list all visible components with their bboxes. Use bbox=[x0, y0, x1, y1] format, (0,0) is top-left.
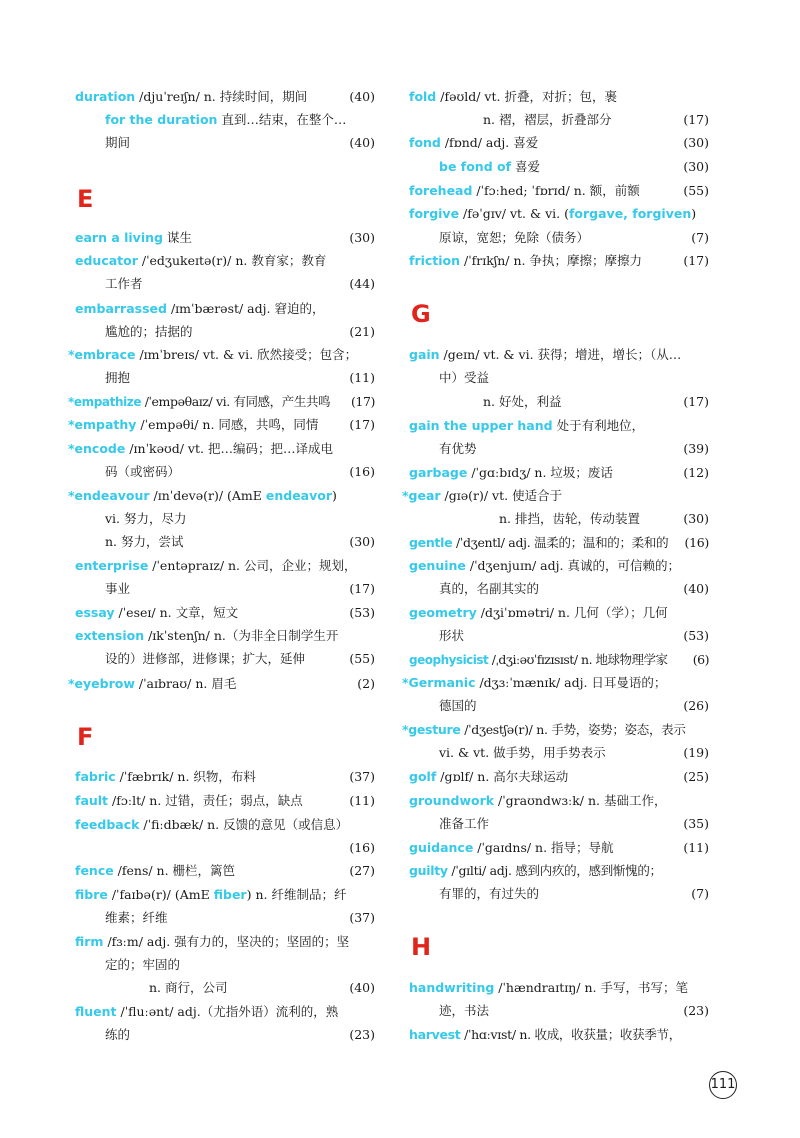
entry-continuation: 真的，名副其实的 (40) bbox=[439, 581, 709, 596]
entry-fluent: fluent /ˈfluːənt/ adj.（尤指外语）流利的，熟 bbox=[75, 1004, 339, 1019]
entry-continuation: 练的 (23) bbox=[105, 1027, 375, 1042]
entry-friction: friction /ˈfrɪkʃn/ n. 争执；摩擦；摩擦力 (17) bbox=[409, 253, 709, 268]
entry-continuation: 原谅，宽恕；免除（债务） (7) bbox=[439, 230, 709, 245]
entry-essay: essay /ˈeseɪ/ n. 文章，短文 (53) bbox=[75, 605, 375, 620]
entry-forgive: forgive /fəˈgɪv/ vt. & vi. (forgave, forgiven) bbox=[409, 206, 697, 221]
entry-earn-a-living: earn a living 谋生 (30) bbox=[75, 230, 375, 245]
entry-continuation: 设的）进修部，进修课；扩大，延伸 (55) bbox=[105, 651, 375, 666]
entry-gain: gain /geɪn/ vt. & vi. 获得；增进，增长；（从… bbox=[409, 347, 682, 362]
entry-continuation: n. 好处，利益 (17) bbox=[483, 394, 709, 409]
entry-firm: firm /fɜːm/ adj. 强有力的，坚决的；坚固的；坚 bbox=[75, 934, 350, 949]
entry-continuation: 事业 (17) bbox=[105, 581, 375, 596]
entry-continuation: 德国的 (26) bbox=[439, 698, 709, 713]
entry-fold: fold /fəʊld/ vt. 折叠，对折；包，裹 bbox=[409, 89, 617, 104]
entry-guilty: guilty /ˈgɪlti/ adj. 感到内疚的，感到惭愧的； bbox=[409, 863, 662, 878]
entry-geophysicist: geophysicist /ˌdʒiːəʊˈfɪzɪsɪst/ n. 地球物理学家 (6) bbox=[409, 652, 709, 667]
entry-be-fond-of: be fond of 喜爱 (30) bbox=[439, 159, 709, 174]
entry-groundwork: groundwork /ˈgraʊndwɜːk/ n. 基础工作， bbox=[409, 793, 667, 808]
entry-feedback: feedback /ˈfiːdbæk/ n. 反馈的意见（或信息） bbox=[75, 817, 349, 832]
entry-fond: fond /fɒnd/ adj. 喜爱 (30) bbox=[409, 135, 709, 150]
entry-golf: golf /gɒlf/ n. 高尔夫球运动 (25) bbox=[409, 769, 709, 784]
entry-gear: *gear /gɪə(r)/ vt. 使适合于 bbox=[402, 488, 563, 503]
entry-empathy: *empathy /ˈempəθi/ n. 同感，共鸣，同情 (17) bbox=[68, 417, 375, 432]
entry-educator: educator /ˈedʒukeɪtə(r)/ n. 教育家；教育 bbox=[75, 253, 327, 268]
entry-fault: fault /fɔːlt/ n. 过错，责任；弱点，缺点 (11) bbox=[75, 793, 375, 808]
entry-extension: extension /ɪkˈstenʃn/ n.（为非全日制学生开 bbox=[75, 628, 339, 643]
entry-handwriting: handwriting /ˈhændraɪtɪŋ/ n. 手写，书写；笔 bbox=[409, 980, 688, 995]
entry-fence: fence /fens/ n. 栅栏，篱笆 (27) bbox=[75, 863, 375, 878]
entry-continuation: 形状 (53) bbox=[439, 628, 709, 643]
entry-endeavour: *endeavour /ɪnˈdevə(r)/ (AmE endeavor) bbox=[68, 488, 337, 503]
entry-fibre: fibre /ˈfaɪbə(r)/ (AmE fiber) n. 纤维制品；纤 bbox=[75, 887, 347, 902]
entry-genuine: genuine /ˈdʒenjuɪn/ adj. 真诚的，可信赖的； bbox=[409, 558, 680, 573]
entry-enterprise: enterprise /ˈentəpraɪz/ n. 公司，企业；规划， bbox=[75, 558, 357, 573]
entry-continuation: vi. & vt. 做手势，用手势表示 (19) bbox=[439, 745, 709, 760]
page-number: 111 bbox=[709, 1071, 737, 1099]
section-heading-f: F bbox=[77, 723, 94, 751]
entry-continuation: 维素；纤维 (37) bbox=[105, 910, 375, 925]
entry-guidance: guidance /ˈgaɪdns/ n. 指导；导航 (11) bbox=[409, 840, 709, 855]
entry-continuation: n. 商行，公司 (40) bbox=[149, 980, 375, 995]
entry-forehead: forehead /ˈfɔːhed; ˈfɒrɪd/ n. 额，前额 (55) bbox=[409, 183, 709, 198]
entry-continuation: n. 褶，褶层，折叠部分 (17) bbox=[483, 112, 709, 127]
entry-continuation: 有优势 (39) bbox=[439, 441, 709, 456]
entry-harvest: harvest /ˈhɑːvɪst/ n. 收成，收获量；收获季节， bbox=[409, 1027, 681, 1042]
entry-gesture: *gesture /ˈdʒestʃə(r)/ n. 手势，姿势；姿态，表示 bbox=[402, 722, 686, 737]
entry-continuation: 尴尬的；拮据的 (21) bbox=[105, 324, 375, 339]
entry-continuation: vi. 努力，尽力 bbox=[105, 511, 187, 526]
entry-embarrassed: embarrassed /ɪmˈbærəst/ adj. 窘迫的， bbox=[75, 301, 325, 316]
entry-continuation: 中）受益 bbox=[439, 370, 490, 385]
entry-continuation: 工作者 (44) bbox=[105, 276, 375, 291]
section-heading-e: E bbox=[77, 185, 94, 213]
section-heading-g: G bbox=[411, 300, 431, 328]
entry-fabric: fabric /ˈfæbrɪk/ n. 织物，布料 (37) bbox=[75, 769, 375, 784]
entry-continuation: 拥抱 (11) bbox=[105, 370, 375, 385]
entry-continuation: 准备工作 (35) bbox=[439, 816, 709, 831]
entry-empathize: *empathize /ˈempəθaɪz/ vi. 有同感，产生共鸣 (17) bbox=[68, 394, 375, 409]
entry-continuation: 定的；牢固的 bbox=[105, 957, 181, 972]
entry-continuation: 迹，书法 (23) bbox=[439, 1003, 709, 1018]
entry-for-the-duration: for the duration 直到…结束，在整个… bbox=[105, 112, 347, 127]
entry-continuation: n. 排挡，齿轮，传动装置 (30) bbox=[499, 511, 709, 526]
entry-garbage: garbage /ˈgɑːbɪdʒ/ n. 垃圾；废话 (12) bbox=[409, 465, 709, 480]
entry-embrace: *embrace /ɪmˈbreɪs/ vt. & vi. 欣然接受；包含； bbox=[68, 347, 358, 362]
entry-gentle: gentle /ˈdʒentl/ adj. 温柔的；温和的；柔和的 (16) bbox=[409, 535, 709, 550]
entry-eyebrow: *eyebrow /ˈaɪbraʊ/ n. 眉毛 (2) bbox=[68, 676, 375, 691]
entry-continuation: (16) bbox=[349, 840, 375, 855]
entry-continuation: 期间 (40) bbox=[105, 135, 375, 150]
entry-germanic: *Germanic /dʒɜːˈmænɪk/ adj. 日耳曼语的； bbox=[402, 675, 667, 690]
entry-gain-the-upper-hand: gain the upper hand 处于有利地位， bbox=[409, 418, 645, 433]
section-heading-h: H bbox=[411, 933, 432, 961]
entry-continuation: 有罪的，有过失的 (7) bbox=[439, 886, 709, 901]
entry-encode: *encode /ɪnˈkəʊd/ vt. 把…编码；把…译成电 bbox=[68, 441, 333, 456]
entry-continuation: n. 努力，尝试 (30) bbox=[105, 534, 375, 549]
entry-geometry: geometry /dʒiˈɒmətri/ n. 几何（学）；几何 bbox=[409, 605, 668, 620]
entry-duration: duration /djuˈreɪʃn/ n. 持续时间，期间 (40) bbox=[75, 89, 375, 104]
entry-continuation: 码（或密码） (16) bbox=[105, 464, 375, 479]
